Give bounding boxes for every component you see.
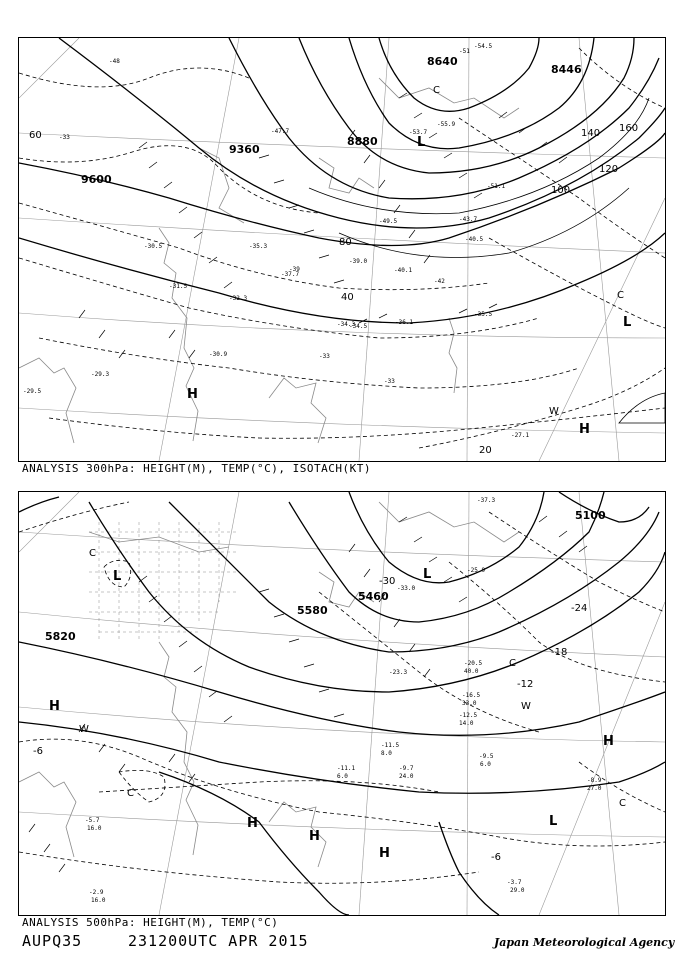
height-label-8640: 8640 [427,55,458,68]
station-obs: -20.5 [464,660,483,667]
station-obs: 6.0 [337,773,348,780]
height-label-9600: 9600 [81,173,112,186]
station-obs: -25.9 [467,567,486,574]
station-obs: -53.7 [409,129,428,136]
map-300hpa-svg [19,38,665,461]
station-obs: -35.5 [474,311,493,318]
station-obs: 8.0 [381,750,392,757]
station-obs: 27.0 [587,785,602,792]
wind-barbs [79,93,567,358]
isotach-label-80: 80 [339,237,352,248]
station-obs: 16.0 [91,897,106,904]
cold-center-symbol: C [89,548,96,559]
station-obs: -40.5 [465,236,484,243]
temp-label: -42 [434,278,445,285]
height-label-5460: 5460 [358,590,389,603]
isotach-label-120: 120 [599,164,619,175]
low-pressure-symbol: L [417,135,426,150]
high-pressure-symbol: H [49,699,60,714]
temp-label: -39 [289,266,300,273]
isotach-label-60: 60 [29,130,42,141]
station-obs: -30.9 [209,351,228,358]
station-obs: 24.0 [399,773,414,780]
station-obs: -8.9 [587,777,602,784]
high-pressure-symbol: H [603,734,614,749]
station-obs: -55.9 [437,121,456,128]
cold-center-symbol: C [617,290,624,301]
isotach-label-40: 40 [341,292,354,303]
warm-center-symbol: W [79,724,89,735]
station-obs: -2.9 [89,889,104,896]
station-obs: -9.7 [399,765,414,772]
station-obs: -33.0 [397,585,416,592]
analysis-500hpa-map [18,491,666,916]
analysis-300hpa-map [18,37,666,462]
temp-label: -33 [59,134,70,141]
station-obs: 33.0 [462,700,477,707]
station-obs: -35.3 [249,243,268,250]
station-obs: -29.5 [23,388,42,395]
station-obs: -39.0 [349,258,368,265]
temp-label: -48 [109,58,120,65]
graticule [19,38,665,461]
station-obs: -40.1 [394,267,413,274]
cold-center-symbol: C [433,85,440,96]
low-pressure-symbol: L [623,315,632,330]
height-label-5820: 5820 [45,630,76,643]
map-500hpa-svg [19,492,665,915]
station-obs: -43.7 [459,216,478,223]
station-obs: 40.0 [464,668,479,675]
cold-center-symbol: C [619,798,626,809]
station-obs: -36.1 [395,319,414,326]
station-obs: -27.1 [511,432,530,439]
station-obs: -34.5 [349,323,368,330]
station-obs: -12.5 [459,712,478,719]
chart-valid-time: 231200UTC APR 2015 [128,932,309,950]
temp-label-minus-30: -30 [379,576,396,587]
height-label-8880: 8880 [347,135,378,148]
station-obs: -47.7 [271,128,290,135]
temp-label: -33 [384,378,395,385]
coastlines [19,78,519,443]
station-obs: -5.7 [85,817,100,824]
station-obs: -31.5 [169,283,188,290]
low-pressure-symbol: L [549,814,558,829]
high-pressure-symbol: H [247,816,258,831]
station-obs: -11.5 [381,742,400,749]
high-pressure-symbol: H [309,829,320,844]
station-obs: 6.0 [480,761,491,768]
station-obs: -3.7 [507,879,522,886]
station-obs: -11.1 [337,765,356,772]
isotach-label-100: 100 [551,185,571,196]
height-label-8446: 8446 [551,63,582,76]
height-label-5100: 5100 [575,509,606,522]
station-obs: -9.5 [479,753,494,760]
warm-center-symbol: W [549,406,559,417]
temp-label-minus-6: -6 [33,746,43,757]
low-pressure-symbol: L [113,569,122,584]
station-obs: -32.3 [229,295,248,302]
station-obs: -29.3 [91,371,110,378]
temp-label: -51 [459,48,470,55]
station-obs: 16.0 [87,825,102,832]
chart-id: AUPQ35 [22,932,83,950]
station-obs: 14.0 [459,720,474,727]
hatched-region [89,522,239,642]
height-contours [19,492,665,915]
dashed-isotherms [19,48,665,448]
isotach-label-160: 160 [619,123,639,134]
height-label-9360: 9360 [229,143,260,156]
agency-name: Japan Meteorological Agency [494,936,675,949]
station-obs: 29.0 [510,887,525,894]
cold-center-symbol: C [509,658,516,669]
temp-label: -33 [319,353,330,360]
caption-500hpa: ANALYSIS 500hPa: HEIGHT(M), TEMP(°C) [22,916,279,929]
station-obs: -54.5 [474,43,493,50]
station-obs: -37.7 [281,271,300,278]
station-obs: -34.3 [337,321,356,328]
temp-label-minus-12: -12 [517,679,534,690]
isotach-label-140: 140 [581,128,601,139]
high-pressure-symbol: H [579,422,590,437]
graticule [19,492,665,915]
temp-label-minus-18: -18 [551,647,568,658]
station-obs: -23.3 [389,669,408,676]
height-label-5580: 5580 [297,604,328,617]
temp-label-minus-6: -6 [491,852,501,863]
station-obs: -16.5 [462,692,481,699]
warm-center-symbol: W [521,701,531,712]
station-obs: -37.3 [477,497,496,504]
high-pressure-symbol: H [187,387,198,402]
station-obs: -51.1 [487,183,506,190]
station-obs: -49.5 [379,218,398,225]
caption-300hpa: ANALYSIS 300hPa: HEIGHT(M), TEMP(°C), ISOTACH(KT) [22,462,372,475]
isotach-label-20: 20 [479,445,492,456]
station-obs: -30.5 [144,243,163,250]
cold-center-symbol: C [127,788,134,799]
temp-label-minus-24: -24 [571,603,588,614]
high-pressure-symbol: H [379,846,390,861]
low-pressure-symbol: L [423,567,432,582]
